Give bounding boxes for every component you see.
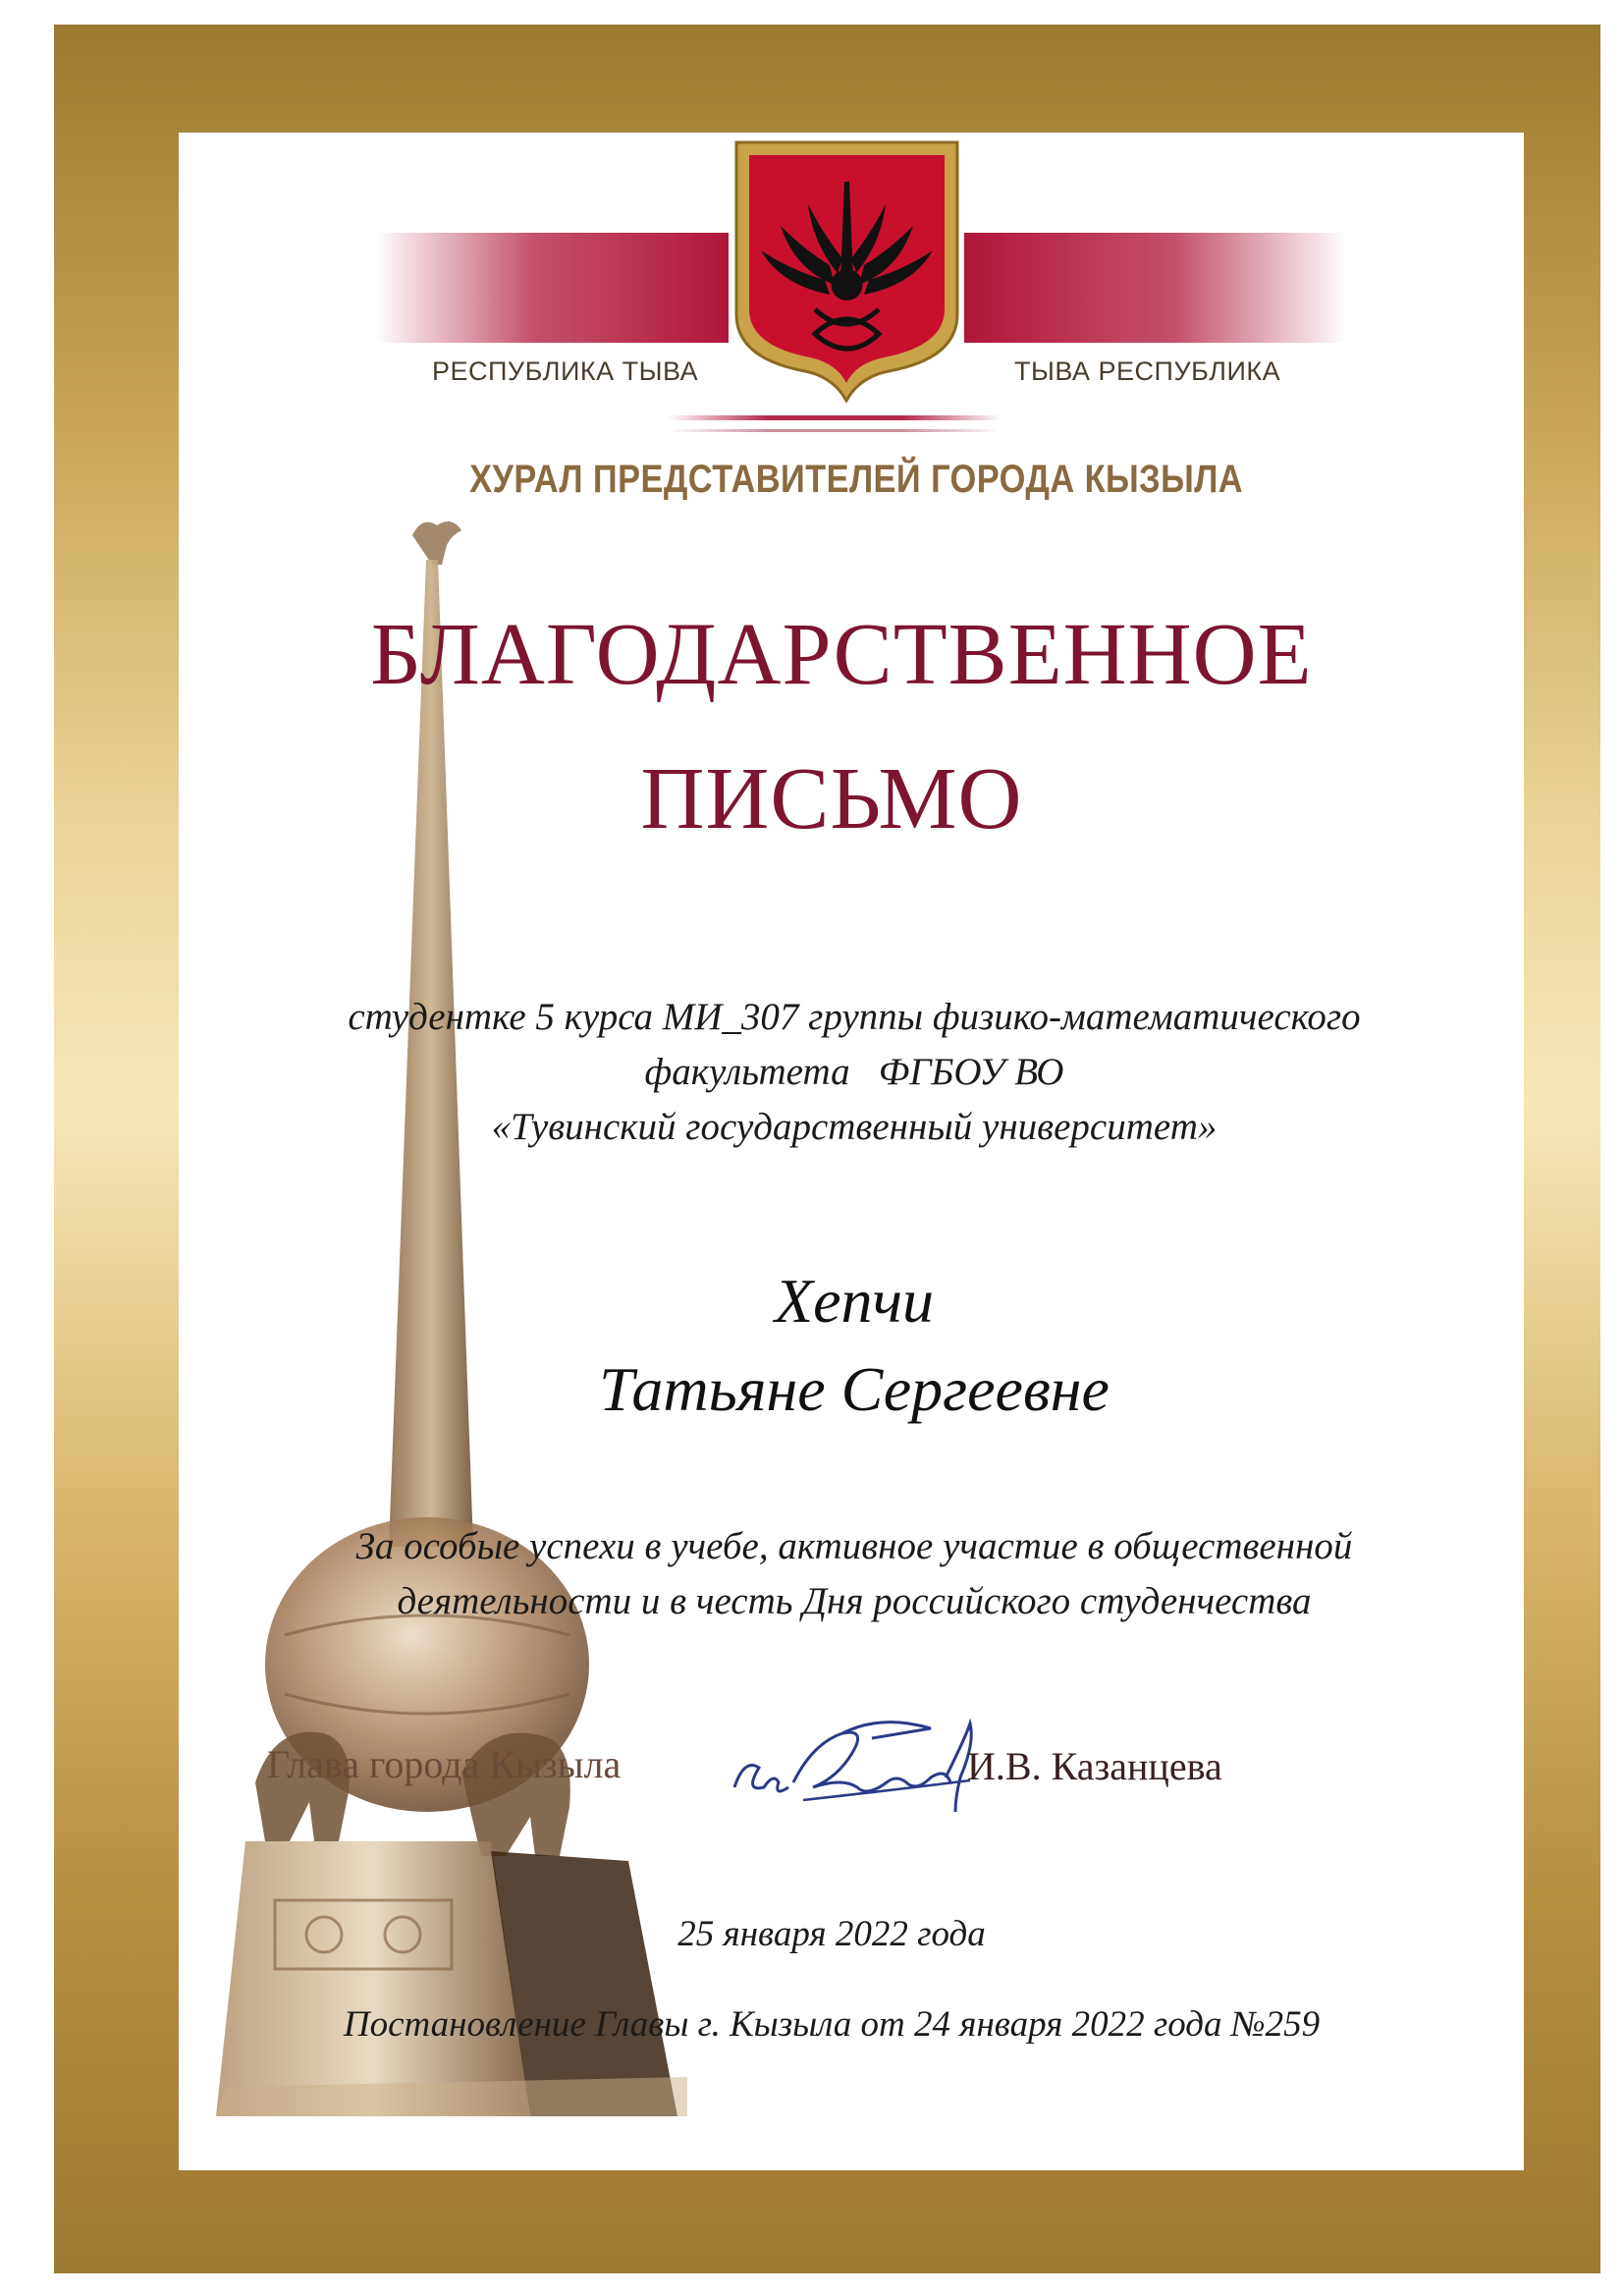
header-divider-thin <box>668 429 1001 432</box>
issue-date: 25 января 2022 года <box>677 1914 986 1954</box>
addressee-line2: факультета ФГБОУ ВО <box>644 1051 1064 1093</box>
addressee-line1: студентке 5 курса МИ_307 группы физико-математического <box>348 996 1361 1038</box>
republic-label-right: ТЫВА РЕСПУБЛИКА <box>1014 356 1281 386</box>
recipient-surname: Хепчи <box>774 1266 935 1336</box>
addressee-line3: «Тувинский государственный университет» <box>491 1106 1218 1148</box>
reason-line2: деятельности и в честь Дня российского студенчества <box>397 1580 1312 1622</box>
signatory-name: И.В. Казанцева <box>967 1744 1222 1788</box>
reason-line1: За особые успехи в учебе, активное участие в общественной <box>355 1525 1353 1567</box>
signatory-position: Глава города Кызыла <box>267 1742 622 1786</box>
handwritten-signature <box>725 1694 990 1831</box>
recipient-name: Татьяне Сергеевне <box>599 1354 1110 1424</box>
document-title-line1: БЛАГОДАРСТВЕННОЕ <box>370 606 1313 703</box>
header-divider <box>668 415 1001 420</box>
republic-label-left: РЕСПУБЛИКА ТЫВА <box>432 356 699 386</box>
council-title <box>0 458 1624 502</box>
signature-row <box>0 1733 1624 1812</box>
coat-of-arms-icon <box>731 137 962 403</box>
decree-reference: Постановление Главы г. Кызыла от 24 января 2022 года №259 <box>343 2004 1321 2045</box>
header-stripe-left <box>375 233 729 343</box>
header-stripe-right <box>964 233 1347 343</box>
document-title-line2: ПИСЬМО <box>640 750 1023 847</box>
council-title-text: ХУРАЛ ПРЕДСТАВИТЕЛЕЙ ГОРОДА КЫЗЫЛА <box>469 458 1243 501</box>
